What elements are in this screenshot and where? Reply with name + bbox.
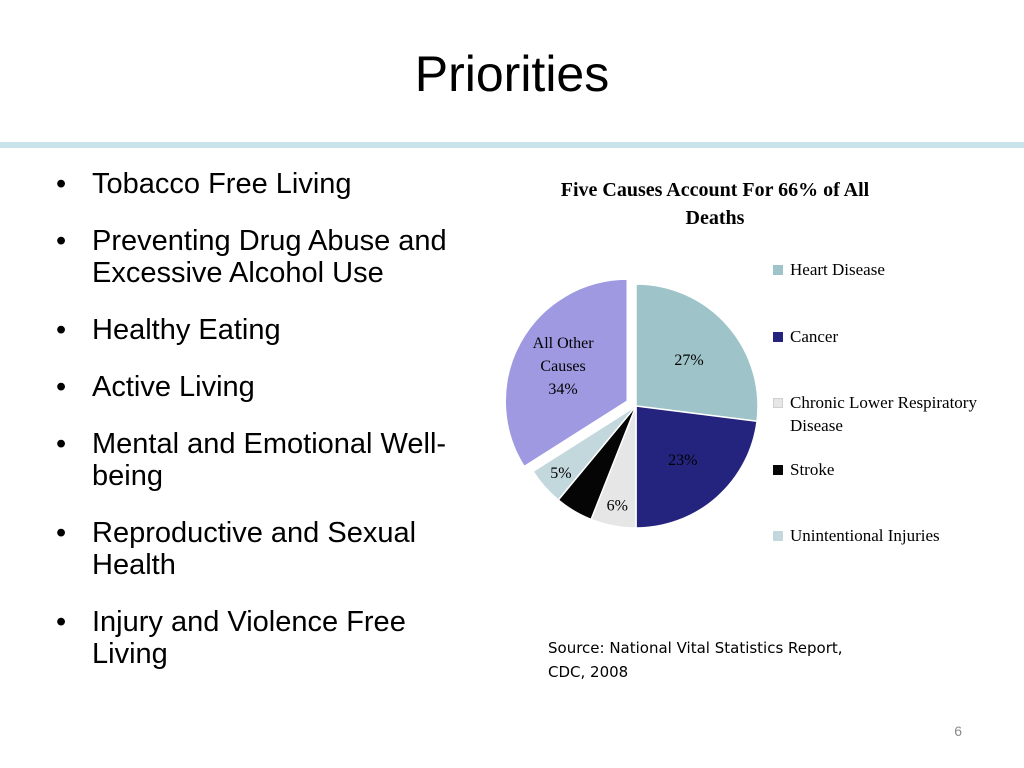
list-item [56,168,486,200]
legend-label: Cancer [790,327,839,346]
bullet-icon: • [56,225,67,257]
list-item [56,371,486,403]
pie-data-label: 6% [606,497,628,515]
list-item-text: Tobacco Free Living [92,168,352,200]
list-item-text: Active Living [92,371,255,403]
list-item [56,606,486,670]
priorities-list [56,168,486,695]
bullet-icon: • [56,428,67,460]
bullet-icon: • [56,314,67,346]
legend-label: Unintentional Injuries [790,526,940,545]
page-number: 6 [954,723,962,739]
legend-label: Heart Disease [790,260,885,279]
source-note: Source: National Vital Statistics Report, CDC, 2008 [548,639,843,681]
pie-data-label: 5% [550,465,572,483]
bullet-icon: • [56,168,67,200]
bullet-icon: • [56,517,67,549]
list-item-text: Mental and Emotional Well-being [92,428,447,492]
legend-swatch [773,398,783,408]
slide-title: Priorities [414,46,610,102]
legend-swatch [773,332,783,342]
bullet-icon: • [56,606,67,638]
pie-data-label: 27% [674,352,704,370]
list-item-text: Healthy Eating [92,314,281,346]
legend-label: Stroke [790,460,835,479]
list-item-text: Reproductive and Sexual Health [92,517,417,581]
bullet-icon: • [56,371,67,403]
pie-data-label: All Other Causes 34% [532,334,594,398]
legend-swatch [773,265,783,275]
list-item [56,428,486,492]
list-item-text: Injury and Violence Free Living [92,606,406,670]
legend-swatch [773,531,783,541]
pie-data-label: 23% [668,452,698,470]
pie-chart [490,270,780,550]
list-item-text: Preventing Drug Abuse and Excessive Alcohol Use [92,225,447,289]
title-divider [0,142,1024,148]
chart-title: Five Causes Account For 66% of All Deaths [560,179,870,229]
list-item [56,314,486,346]
list-item [56,225,486,289]
list-item [56,517,486,581]
legend-label: Chronic Lower Respiratory Disease [790,393,977,435]
legend-swatch [773,465,783,475]
